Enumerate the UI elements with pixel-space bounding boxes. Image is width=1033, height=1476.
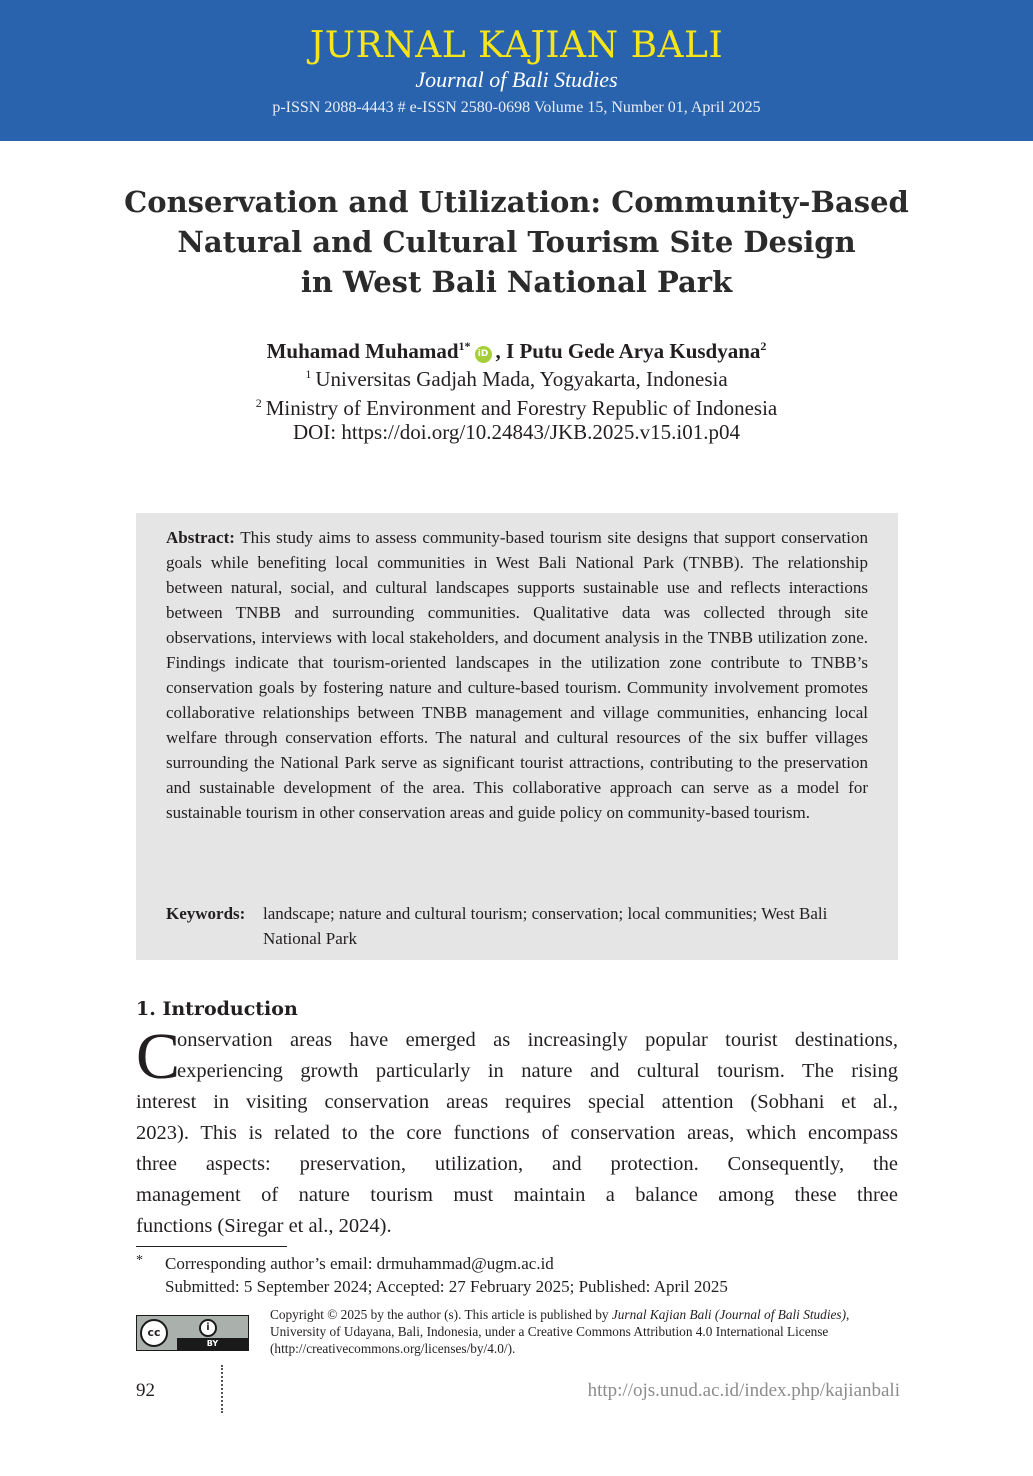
drop-cap: C — [136, 1020, 181, 1093]
copyright-notice — [270, 1306, 898, 1357]
orcid-icon[interactable]: iD — [475, 346, 492, 363]
license-url[interactable]: (http://creativecommons.org/licenses/by/4.0/). — [270, 1341, 516, 1356]
intro-line-4: 2023). This is related to the core functions of conservation areas, which encompass — [136, 1122, 898, 1144]
article-title-line-1: Conservation and Utilization: Community-Based — [124, 185, 909, 219]
submission-dates: Submitted: 5 September 2024; Accepted: 27 February 2025; Published: April 2025 — [165, 1277, 728, 1296]
journal-title: JURNAL KAJIAN BALI — [309, 25, 724, 66]
abstract-label: Abstract: — [166, 528, 235, 547]
author-1-affiliation-mark: 1* — [458, 339, 471, 353]
affiliation-1-text: Universitas Gadjah Mada, Yogyakarta, Indonesia — [315, 367, 728, 391]
abstract-paragraph — [166, 525, 868, 825]
journal-subtitle: Journal of Bali Studies — [415, 67, 618, 92]
intro-line-1: onservation areas have emerged as increasingly popular tourist destinations, — [177, 1029, 898, 1051]
copyright-text-start: Copyright © 2025 by the author (s). This article is published by — [270, 1307, 612, 1322]
footnote-divider — [136, 1246, 287, 1247]
corresponding-author-email[interactable]: Corresponding author’s email: drmuhammad@ugm.ac.id — [165, 1254, 554, 1273]
abstract-text: This study aims to assess community-based tourism site designs that support conservation goals while benefiting local communities in West Bali National Park (TNBB). The relationship between natural, social, and cultural landscapes supports sustainable use and reflects interactions between TNBB and surrounding communities. Qualitative data was collected through site observations, interviews with local stakeholders, and document analysis in the TNBB utilization zone. Findings indicate that tourism-oriented landscapes in the utilization zone contribute to TNBB’s conservation goals by fostering nature and culture-based tourism. Community involvement promotes collaborative relationships between TNBB management and village communities, enhancing local welfare through conservation efforts. The natural and cultural resources of the six buffer villages surrounding the National Park serve as significant tourist attractions, contributing to the preservation and sustainable development of the area. This collaborative approach can serve as a model for sustainable tourism in other conservation areas and guide policy on community-based tourism. — [166, 528, 868, 822]
footer-dotted-divider — [221, 1365, 223, 1413]
footnote-marker: * — [136, 1253, 143, 1268]
cc-by-license-icon[interactable] — [136, 1315, 249, 1351]
introduction-paragraph — [136, 1020, 898, 1240]
section-heading-introduction: 1. Introduction — [136, 998, 298, 1020]
issn-volume-line: p-ISSN 2088-4443 # e-ISSN 2580-0698 Volume 15, Number 01, April 2025 — [272, 99, 761, 116]
journal-header-banner — [0, 0, 1033, 141]
copyright-line-1 — [270, 1306, 898, 1323]
article-title-line-2: Natural and Cultural Tourism Site Design — [177, 225, 856, 259]
intro-line-6: management of nature tourism must maintain a balance among these three — [136, 1184, 898, 1206]
intro-line-2: experiencing growth particularly in nature and cultural tourism. The rising — [177, 1060, 898, 1082]
article-title — [60, 182, 973, 302]
affiliation-2-number: 2 — [255, 396, 262, 410]
author-2-name[interactable]: , I Putu Gede Arya Kusdyana — [495, 339, 761, 363]
copyright-journal-name: Jurnal Kajian Bali (Journal of Bali Studies) — [611, 1307, 847, 1322]
author-1-name[interactable]: Muhamad Muhamad — [266, 339, 459, 363]
attribution-person-icon: i — [199, 1319, 217, 1337]
abstract-box — [136, 513, 898, 960]
article-title-line-3: in West Bali National Park — [300, 265, 733, 299]
copyright-comma: , — [846, 1307, 850, 1322]
copyright-line-2: University of Udayana, Bali, Indonesia, under a Creative Commons Attribution 4.0 International License — [270, 1324, 829, 1339]
journal-url[interactable]: http://ojs.unud.ac.id/index.php/kajianbali — [587, 1380, 900, 1401]
intro-line-3: interest in visiting conservation areas requires special attention (Sobhani et al., — [136, 1091, 898, 1113]
doi-link[interactable]: DOI: https://doi.org/10.24843/JKB.2025.v15.i01.p04 — [292, 420, 741, 444]
intro-line-7: functions (Siregar et al., 2024). — [136, 1215, 392, 1237]
keywords-label: Keywords: — [166, 904, 246, 923]
author-2-affiliation-mark: 2 — [760, 339, 767, 353]
by-label: BY — [177, 1338, 248, 1350]
affiliation-1-number: 1 — [305, 367, 312, 381]
affiliation-2-text: Ministry of Environment and Forestry Republic of Indonesia — [265, 396, 778, 420]
intro-line-5: three aspects: preservation, utilization, and protection. Consequently, the — [136, 1153, 898, 1175]
keywords-text: landscape; nature and cultural tourism; conservation; local communities; West Bali National Park — [263, 904, 828, 948]
page-number: 92 — [136, 1380, 155, 1401]
cc-icon: cc — [140, 1319, 168, 1347]
